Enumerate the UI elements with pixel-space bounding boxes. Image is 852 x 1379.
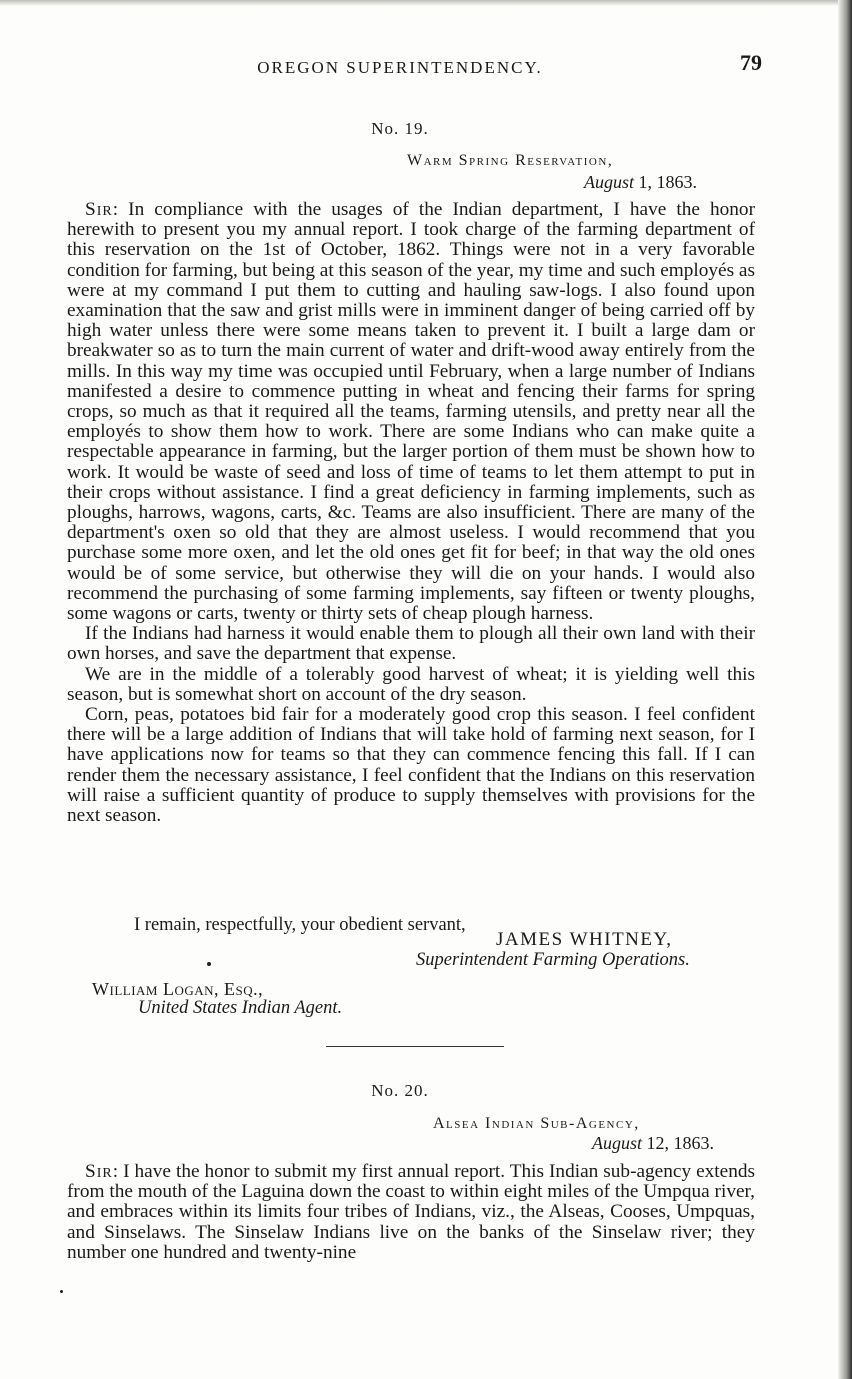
doc19-paragraph-1-text: : In compliance with the usages of the Indian department, I have the honor herewith to present you my annual report. I took charge of the farming department of this reservation on the 1st of October, 1862. Things were not in a very favorable condition for farming, but being at this season of the year, my time and such employés as were at my command I put them to cutting and hauling saw-logs. I also found upon examination that the saw and grist mills were in imminent danger of being carried off by high water unless there were some means taken to prevent it. I built a large dam or breakwater so as to turn the main current of water and drift-wood away entirely from the mills. In this way my time was occupied until February, when a large number of Indians manifested a desire to commence putting in wheat and fencing their farms for spring crops, so much as that it required all the teams, farming utensils, and pretty near all the employés to show them how to work. There are some Indians who can make quite a respectable appearance in farming, but the larger portion of them must be shown how to work. It would be waste of seed and loss of time of teams to let them attempt to put in their crops without assistance. I find a great deficiency in farming implements, such as ploughs, harrows, wagons, carts, &c. Teams are also insufficient. There are many of the department's oxen so old that they are almost useless. I would recommend that you purchase some more oxen, and let the old ones get fit for beef; in that way the old ones would be of some service, but otherwise they will die on your hands. I would also recommend the purchasing of some farming implements, say fifteen or twenty ploughs, some wagons or carts, twenty or thirty sets of cheap plough harness. — [67, 199, 755, 625]
doc19-addressee: William Logan, Esq., — [92, 979, 264, 999]
doc19-signer: JAMES WHITNEY, — [496, 929, 673, 950]
ink-speck — [60, 1290, 63, 1293]
section-divider — [326, 1046, 504, 1047]
page-number: 79 — [740, 50, 762, 75]
doc19-letter-body — [67, 200, 755, 826]
doc20-date — [592, 1133, 714, 1154]
doc20-letter-body — [67, 1162, 755, 1263]
doc19-date — [584, 172, 697, 193]
doc20-date-rest: 12, 1863. — [642, 1133, 715, 1153]
doc19-addressee-title: United States Indian Agent. — [138, 998, 343, 1018]
doc19-paragraph-2: If the Indians had harness it would enable them to plough all their own land with their own horses, and save the department that expense. — [67, 623, 755, 665]
doc19-date-rest: 1, 1863. — [634, 172, 698, 192]
page-binding-edge — [838, 0, 852, 1379]
doc20-place: Alsea Indian Sub-Agency, — [433, 1115, 640, 1132]
doc19-paragraph-3: We are in the middle of a tolerably good harvest of wheat; it is yielding well this season, but is somewhat short on account of the dry season. — [67, 663, 755, 705]
running-head: OREGON SUPERINTENDENCY. — [257, 58, 543, 77]
ink-speck — [207, 962, 211, 966]
page-top-edge — [0, 0, 852, 6]
doc19-place: Warm Spring Reservation, — [407, 152, 614, 169]
doc20-paragraph-1-text: : I have the honor to submit my first annual report. This Indian sub-agency extends from the mouth of the Laguina down the coast to within eight miles of the Umpqua river, and embraces within its limits four tribes of Indians, viz., the Alseas, Cooses, Umpquas, and Sinselaws. The Sinselaw Indians live on the banks of the Sinselaw river; they number one hundred and twenty-nine — [67, 1161, 755, 1263]
doc19-paragraph-4: Corn, peas, potatoes bid fair for a moderately good crop this season. I feel confident there will be a large addition of Indians that will take hold of farming next season, for I have applications now for teams so that they can commence fencing this fall. If I can render them the necessary assistance, I feel confident that the Indians on this reservation will raise a sufficient quantity of produce to supply themselves with provisions for the next season. — [67, 704, 755, 827]
doc20-paragraph-1 — [67, 1162, 755, 1263]
doc19-signer-title: Superintendent Farming Operations. — [416, 950, 690, 970]
doc19-salutation: Sir — [85, 199, 113, 220]
doc20-salutation: Sir — [85, 1161, 113, 1182]
doc19-number: No. 19. — [371, 119, 429, 138]
doc20-date-month: August — [592, 1133, 643, 1153]
doc19-closing: I remain, respectfully, your obedient servant, — [134, 915, 466, 935]
doc19-paragraph-1 — [67, 200, 755, 624]
doc20-number: No. 20. — [371, 1081, 429, 1100]
doc19-date-month: August — [584, 172, 635, 192]
